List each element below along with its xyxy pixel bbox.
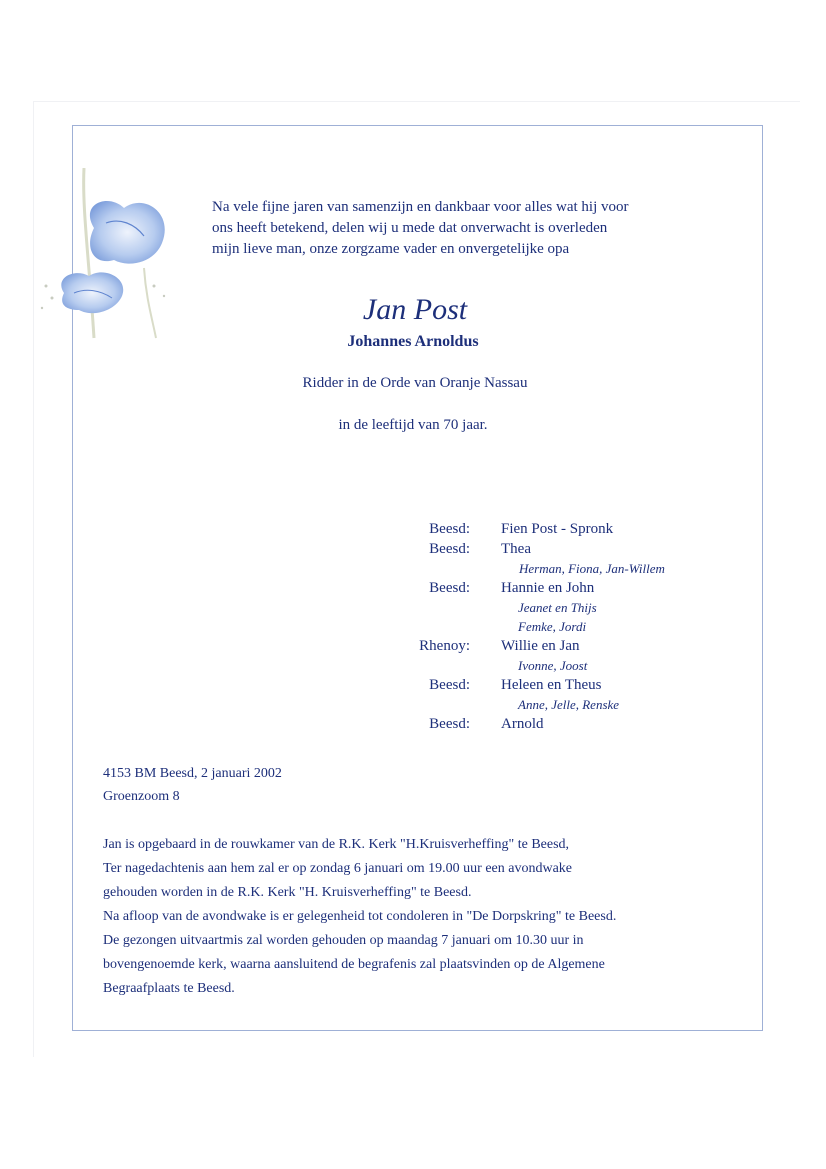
- family-place: Rhenoy:: [419, 638, 470, 654]
- address-line: 4153 BM Beesd, 2 januari 2002: [103, 766, 282, 781]
- family-names: Hannie en John: [501, 580, 595, 596]
- notice-line: Na afloop van de avondwake is er gelegenheid tot condoleren in "De Dorpskring" te Beesd.: [103, 909, 617, 924]
- family-place: Beesd:: [429, 677, 470, 693]
- age-line: in de leeftijd van 70 jaar.: [338, 417, 488, 433]
- grandchildren: Herman, Fiona, Jan-Willem: [519, 561, 665, 576]
- family-row: [400, 675, 730, 695]
- honorary-title: Ridder in de Orde van Oranje Nassau: [302, 375, 528, 391]
- family-place: Beesd:: [429, 716, 470, 732]
- family-list: [400, 519, 730, 734]
- deceased-given-names: Johannes Arnoldus: [347, 333, 479, 350]
- grandchildren: Ivonne, Joost: [518, 658, 588, 673]
- address-block: [103, 762, 282, 808]
- notice-line: gehouden worden in de R.K. Kerk "H. Kruisverheffing" te Beesd.: [103, 885, 472, 900]
- family-row: [400, 714, 730, 734]
- family-names: Arnold: [501, 716, 544, 732]
- address-line: Groenzoom 8: [103, 789, 180, 804]
- family-row: [400, 636, 730, 656]
- notice-line: Begraafplaats te Beesd.: [103, 981, 235, 996]
- intro-line: mijn lieve man, onze zorgzame vader en onvergetelijke opa: [212, 241, 570, 257]
- deceased-name: Jan Post: [362, 293, 468, 326]
- intro-line: ons heeft betekend, delen wij u mede dat onverwacht is overleden: [212, 220, 608, 236]
- funeral-notice: [103, 833, 743, 1001]
- family-place: Beesd:: [429, 521, 470, 537]
- grandchildren: Jeanet en Thijs: [518, 600, 597, 615]
- family-names: Heleen en Theus: [501, 677, 602, 693]
- grandchildren: Anne, Jelle, Renske: [518, 697, 620, 712]
- family-names: Fien Post - Spronk: [501, 521, 614, 537]
- grandchildren: Femke, Jordi: [518, 619, 587, 634]
- family-row: [400, 578, 730, 598]
- notice-line: Ter nagedachtenis aan hem zal er op zondag 6 januari om 19.00 uur een avondwake: [103, 861, 572, 876]
- family-names: Willie en Jan: [501, 638, 580, 654]
- family-row: [400, 539, 730, 559]
- family-place: Beesd:: [429, 580, 470, 596]
- family-row: [400, 519, 730, 539]
- notice-line: De gezongen uitvaartmis zal worden gehouden op maandag 7 januari om 10.30 uur in: [103, 933, 584, 948]
- family-names: Thea: [501, 541, 531, 557]
- intro-line: Na vele fijne jaren van samenzijn en dankbaar voor alles wat hij voor: [212, 199, 629, 215]
- notice-line: bovengenoemde kerk, waarna aansluitend de begrafenis zal plaatsvinden op de Algemene: [103, 957, 605, 972]
- family-place: Beesd:: [429, 541, 470, 557]
- notice-line: Jan is opgebaard in de rouwkamer van de R.K. Kerk "H.Kruisverheffing" te Beesd,: [103, 837, 570, 852]
- intro-text: [212, 197, 712, 260]
